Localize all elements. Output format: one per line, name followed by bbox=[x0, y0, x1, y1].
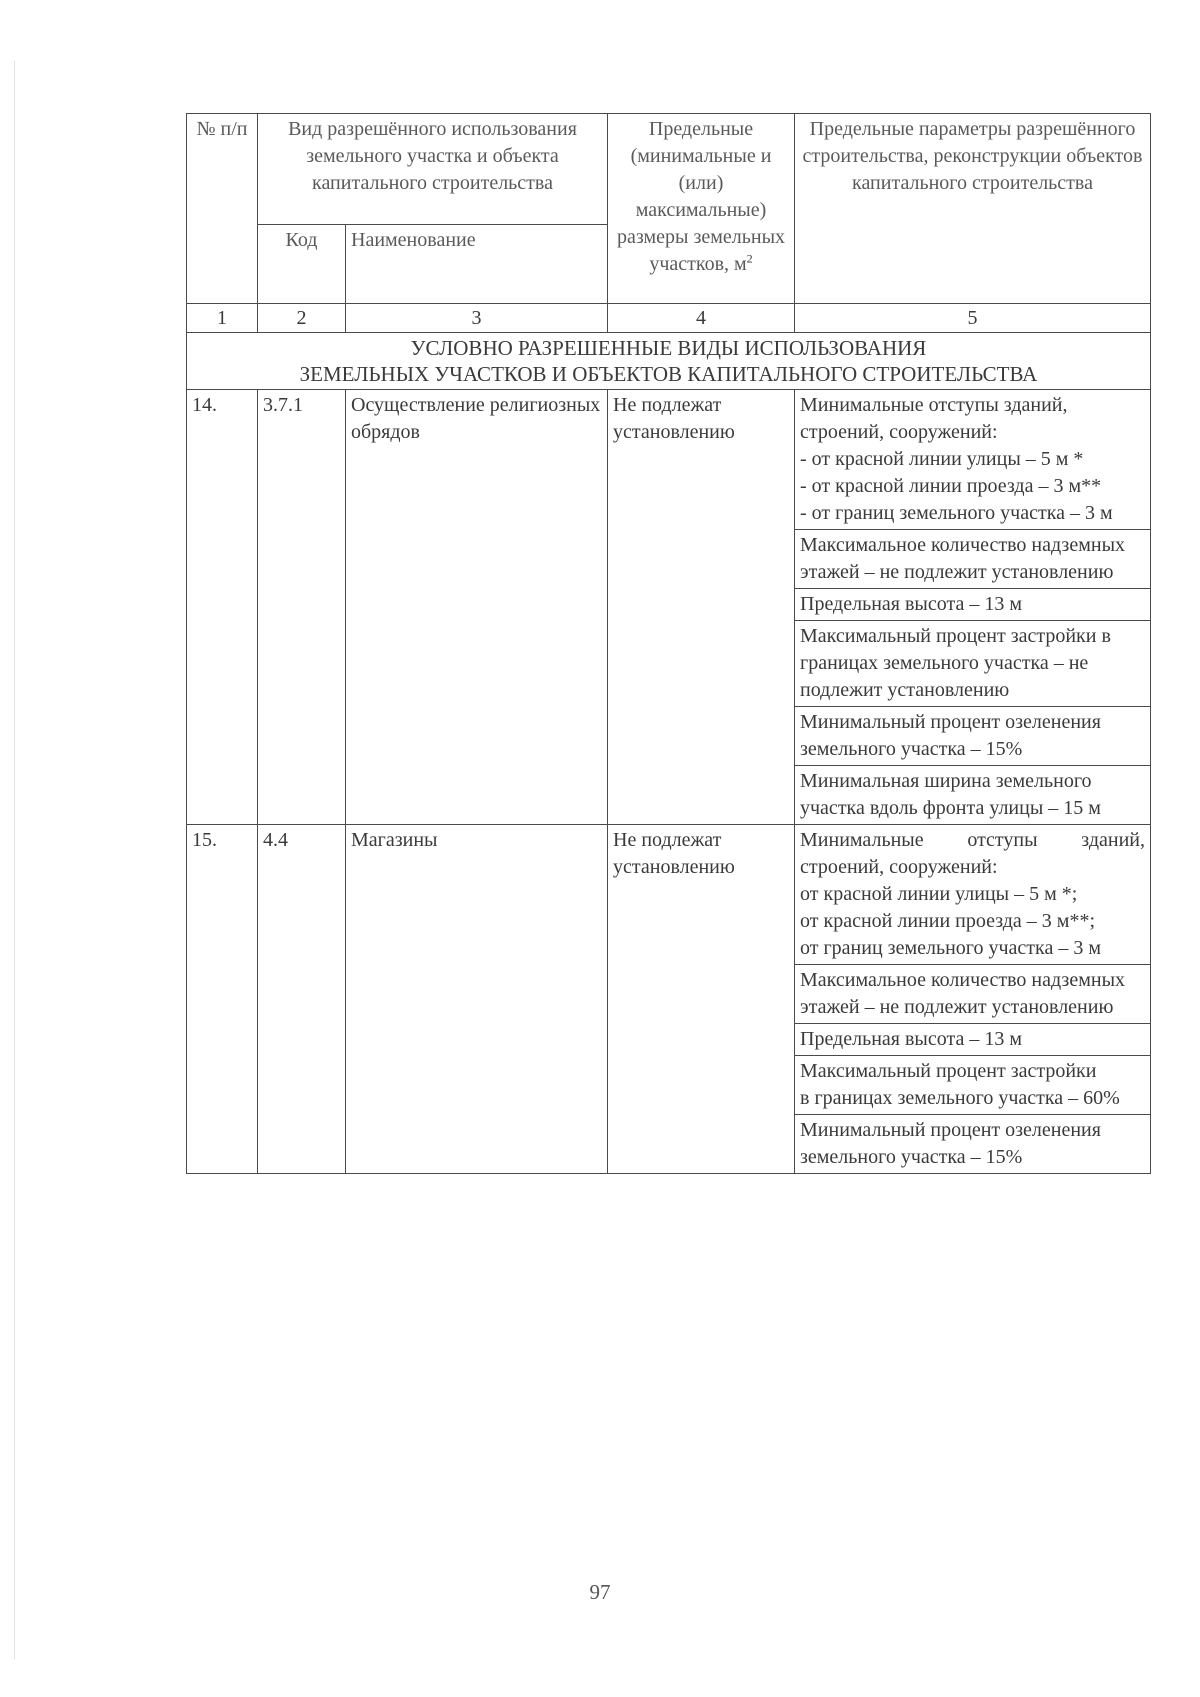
header-params: Предельные параметры разрешённого строительства, реконструкции объектов капитального строительства bbox=[795, 114, 1151, 304]
row-code: 4.4 bbox=[258, 825, 346, 1174]
col-number-2: 2 bbox=[258, 304, 346, 333]
col-number-3: 3 bbox=[346, 304, 608, 333]
param-zastroyka: Максимальный процент застройки в границах земельного участка – 60% bbox=[795, 1056, 1151, 1115]
param-shirina: Минимальная ширина земельного участка вдоль фронта улицы – 15 м bbox=[795, 766, 1151, 825]
row-size: Не подлежат установлению bbox=[608, 390, 795, 825]
row-size: Не подлежат установлению bbox=[608, 825, 795, 1174]
table-row-15 bbox=[187, 825, 1151, 965]
col-number-1: 1 bbox=[187, 304, 258, 333]
param-otstupy: Минимальные отступы зданий, строений, сооружений: - от красной линии улицы – 5 м * - от красной линии проезда – 3 м** - от границ земельного участка – 3 м bbox=[795, 390, 1151, 530]
header-num: № п/п bbox=[187, 114, 258, 304]
param-vysota: Предельная высота – 13 м bbox=[795, 589, 1151, 621]
param-zastroyka: Максимальный процент застройки в границах земельного участка – не подлежит установлению bbox=[795, 621, 1151, 707]
col-number-5: 5 bbox=[795, 304, 1151, 333]
param-ozelenenie: Минимальный процент озеленения земельного участка – 15% bbox=[795, 707, 1151, 766]
zoning-parameters-table bbox=[186, 113, 1151, 1174]
row-name: Осуществление религиозных обрядов bbox=[346, 390, 608, 825]
param-ozelenenie: Минимальный процент озеленения земельного участка – 15% bbox=[795, 1115, 1151, 1174]
table-row-14 bbox=[187, 390, 1151, 530]
header-naim: Наименование bbox=[346, 225, 608, 304]
column-number-row bbox=[187, 304, 1151, 333]
param-otstupy: Минимальные отступы зданий, строений, сооружений: от красной линии улицы – 5 м *; от красной линии проезда – 3 м**; от границ земельного участка – 3 м bbox=[795, 825, 1151, 965]
section-row bbox=[187, 333, 1151, 390]
row-num: 14. bbox=[187, 390, 258, 825]
header-vid: Вид разрешённого использования земельного участка и объекта капитального строительства bbox=[258, 114, 608, 225]
param-etazhi: Максимальное количество надземных этажей – не подлежит установлению bbox=[795, 965, 1151, 1024]
param-vysota: Предельная высота – 13 м bbox=[795, 1024, 1151, 1056]
header-row-top bbox=[187, 114, 1151, 225]
row-num: 15. bbox=[187, 825, 258, 1174]
header-razmery: Предельные (минимальные и (или) максимальные) размеры земельных участков, $м^2$ bbox=[608, 114, 795, 304]
col-number-4: 4 bbox=[608, 304, 795, 333]
row-name: Магазины bbox=[346, 825, 608, 1174]
scan-edge-line bbox=[14, 60, 15, 1660]
header-kod: Код bbox=[258, 225, 346, 304]
section-title: УСЛОВНО РАЗРЕШЕННЫЕ ВИДЫ ИСПОЛЬЗОВАНИЯ ЗЕМЕЛЬНЫХ УЧАСТКОВ И ОБЪЕКТОВ КАПИТАЛЬНОГО СТРОИТЕЛЬСТВА bbox=[187, 333, 1151, 390]
page-number: 97 bbox=[589, 1580, 611, 1604]
param-etazhi: Максимальное количество надземных этажей – не подлежит установлению bbox=[795, 530, 1151, 589]
row-code: 3.7.1 bbox=[258, 390, 346, 825]
